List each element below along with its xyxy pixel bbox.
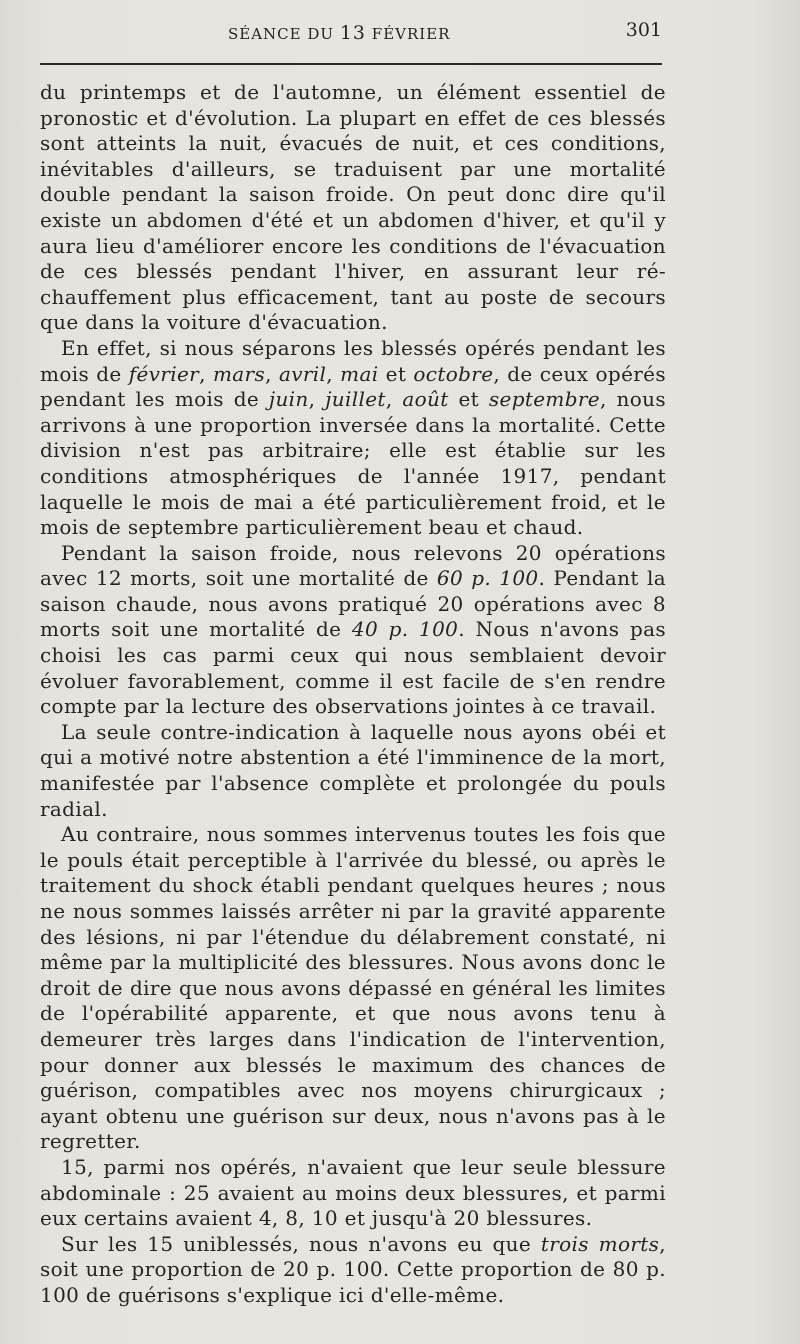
- paragraph-1: du printemps et de l'automne, un élément essentiel de pronostic et d'évolution. La plupart en effet de ces blessés sont atteints la nuit, évacués de nuit, et ces conditions, inévitables d'ailleurs, se traduisent par une mortalité double pendant la saison froide. On peut donc dire qu'il existe un abdomen d'été et un abdomen d'hiver, et qu'il y aura lieu d'améliorer encore les conditions de l'évacuation de ces blessés pendant l'hiver, en assurant leur ré-chauffement plus efficacement, tant au poste de secours que dans la voiture d'évacuation.: [40, 80, 666, 335]
- p2-sep: ,: [199, 361, 213, 386]
- month-septembre: septembre: [488, 387, 600, 412]
- running-head: [40, 18, 662, 48]
- p2-sep: et: [378, 361, 414, 386]
- p2-text-c: , nous arrivons à une proportion inversée dans la mortalité. Cette division n'est pas arbitraire; elle est établie sur les conditions atmosphériques de l'année 1917, pendant laquelle le mois de mai a été particulièrement froid, et le mois de septembre particulièrement beau et chaud.: [40, 387, 666, 540]
- month-juin: juin: [268, 387, 309, 412]
- month-octobre: octobre: [413, 361, 494, 386]
- p2-sep: ,: [385, 387, 403, 412]
- p3-text-c: . Nous n'avons pas choisi les cas parmi ceux qui nous semblaient devoir évoluer favorablement, comme il est facile de s'en rendre compte par la lecture des observations jointes à ce travail.: [40, 617, 666, 719]
- page-number: 301: [625, 19, 662, 41]
- p3-text-a: Pendant la saison froide, nous relevons 20 opérations avec 12 morts, soit une mortalité de: [40, 540, 666, 591]
- p7-text-a: Sur les 15 uniblessés, nous n'avons eu que: [61, 1231, 541, 1256]
- mortality-cold: 60 p. 100: [436, 566, 539, 591]
- running-title-post: FÉVRIER: [366, 25, 451, 43]
- p2-text-a: En effet, si nous séparons les blessés opérés pendant les mois de: [40, 335, 666, 386]
- paragraph-2: [40, 336, 666, 541]
- month-aout: août: [402, 387, 449, 412]
- running-title: [228, 22, 450, 44]
- p2-sep: ,: [308, 387, 326, 412]
- body-text: [40, 80, 666, 1309]
- month-juillet: juillet: [325, 387, 386, 412]
- month-mai: mai: [340, 361, 379, 386]
- three-deaths: trois morts: [540, 1231, 660, 1256]
- month-fevrier: février: [128, 361, 200, 386]
- p7-text-b: , soit une proportion de 20 p. 100. Cette proportion de 80 p. 100 de guérisons s'explique ici d'elle-même.: [40, 1231, 667, 1307]
- running-title-pre: SÉANCE DU: [228, 25, 340, 43]
- paragraph-3: [40, 541, 666, 720]
- p2-sep: ,: [326, 361, 341, 386]
- paragraph-4: La seule contre-indication à laquelle nous ayons obéi et qui a motivé notre abstention a été l'imminence de la mort, manifestée par l'absence complète et prolongée du pouls radial.: [40, 719, 666, 821]
- mortality-warm: 40 p. 100: [351, 617, 459, 642]
- month-avril: avril: [278, 361, 327, 386]
- p2-sep: et: [448, 387, 489, 412]
- header-rule: [40, 63, 662, 65]
- paragraph-6: 15, parmi nos opérés, n'avaient que leur seule blessure abdominale : 25 avaient au moins deux blessures, et parmi eux certains avaient 4, 8, 10 et jusqu'à 20 blessures.: [40, 1154, 666, 1231]
- p2-sep: ,: [265, 361, 279, 386]
- p2-text-b: , de ceux opérés pendant les mois de: [40, 361, 666, 412]
- running-title-day: 13: [339, 22, 367, 44]
- paragraph-7: [40, 1232, 666, 1309]
- month-mars: mars: [212, 361, 266, 386]
- paragraph-5: Au contraire, nous sommes intervenus toutes les fois que le pouls était perceptible à l'arrivée du blessé, ou après le traitement du shock établi pendant quelques heures ; nous ne nous sommes laissés arrêter ni par la gravité apparente des lésions, ni par l'étendue du délabrement constaté, ni même par la multiplicité des blessures. Nous avons donc le droit de dire que nous avons dépassé en général les limites de l'opérabilité apparente, et que nous avons tenu à demeurer très larges dans l'indication de l'intervention, pour donner aux blessés le maximum des chances de guérison, compatibles avec nos moyens chirurgicaux ; ayant obtenu une guérison sur deux, nous n'avons pas à le regretter.: [40, 822, 666, 1154]
- p3-text-b: . Pendant la saison chaude, nous avons pratiqué 20 opérations avec 8 morts soit une mortalité de: [40, 566, 666, 642]
